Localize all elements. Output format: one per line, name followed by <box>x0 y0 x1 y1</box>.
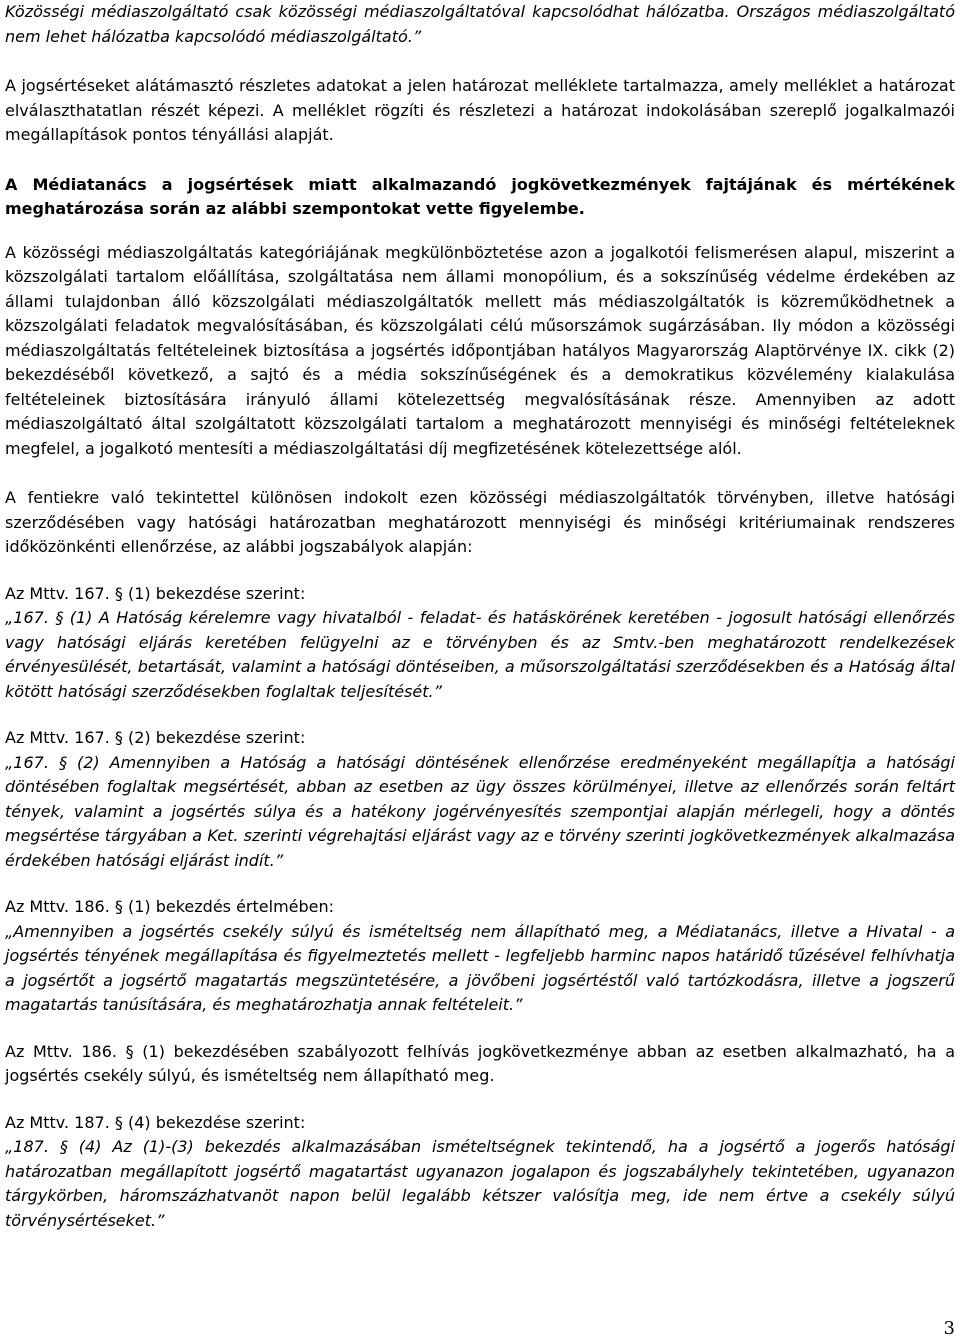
intro-quote-paragraph: Közösségi médiaszolgáltató csak közösségi médiaszolgáltatóval kapcsolódhat hálózatba. Országos médiaszolgáltató nem lehet hálózatba kapcsolódó médiaszolgáltató.” <box>5 2 955 46</box>
annex-paragraph: A jogsértéseket alátámasztó részletes adatokat a jelen határozat melléklete tartalmazza, amely melléklet a határozat elválaszthatatlan részét képezi. A melléklet rögzíti és részletezi a határozat indokolásában szereplő jogalkalmazói megállapítások pontos tényállási alapját. <box>5 76 955 144</box>
document-page <box>5 0 955 1233</box>
reference-167-2: Az Mttv. 167. § (2) bekezdése szerint: <box>5 728 306 747</box>
quote-186-1: „Amennyiben a jogsértés csekély súlyú és ismételtség nem állapítható meg, a Médiatanács, illetve a Hivatal - a jogsértés tényének megállapítása és figyelmeztetés mellett - legfeljebb harminc napos határidő tűzésével felhívhatja a jogsértőt a jogsértő magatartás megszüntetésére, a jövőbeni jogsértéstől való tartózkodásra, illetve a jogszerű magatartás tanúsítására, és meghatározhatja annak feltételeit.” <box>5 921 955 1014</box>
quote-167-2: „167. § (2) Amennyiben a Hatóság a hatósági döntésének ellenőrzése eredményeként megállapítja a hatósági döntésében foglaltak megsértését, abban az esetben az ügy összes körülményei, illetve az ellenőrzés során feltárt tények, valamint a jogsértés súlya és a hatékony jogérvényesítés szempontjai alapján mérlegeli, hogy a döntés megsértése tárgyában a Ket. szerinti végrehajtási eljárást vagy az e törvény szerinti jogkövetkezmények alkalmazása érdekében hatósági eljárást indít.” <box>5 752 955 870</box>
reference-167-1: Az Mttv. 167. § (1) bekezdése szerint: <box>5 583 306 603</box>
community-media-paragraph: A közösségi médiaszolgáltatás kategóriájának megkülönböztetése azon a jogalkotói felismerésen alapul, miszerint a közszolgálati tartalom előállítása, szolgáltatása nem állami monopólium, és a sokszínűség védelme érdekében az állami tulajdonban álló közszolgálati médiaszolgáltatók mellett más médiaszolgáltatók is közreműködhetnek a közszolgálati feladatok megvalósításában, és közszolgálati célú műsorszámok sugárzásában. Ily módon a közösségi médiaszolgáltatás feltételeinek biztosítása a jogsértés időpontjában hatályos Magyarország Alaptörvénye IX. cikk (2) bekezdéséből következő, a sajtó és a média sokszínűségének és a demokratikus közvélemény kialakulása feltételeinek biztosítására irányuló állami kötelezettség megvalósításának része. Amennyiben az adott médiaszolgáltató által szolgáltatott közszolgálati tartalom a meghatározott mennyiségi és minőségi feltételeknek megfelel, a jogalkotó mentesíti a médiaszolgáltatási díj megfizetésének kötelezettsége alól. <box>5 242 955 458</box>
page-number: 3 <box>943 1318 955 1339</box>
reference-186-1: Az Mttv. 186. § (1) bekezdés értelmében: <box>5 897 335 916</box>
control-paragraph: A fentiekre való tekintettel különösen indokolt ezen közösségi médiaszolgáltatók törvényben, illetve hatósági szerződésében vagy hatósági határozatban meghatározott mennyiségi és minőségi kritériumainak rendszeres időközönkénti ellenőrzése, az alábbi jogszabályok alapján: <box>5 488 955 556</box>
quote-187-4: „187. § (4) Az (1)-(3) bekezdés alkalmazásában ismételtségnek tekintendő, ha a jogsértő a jogerős hatósági határozatban megállapított jogsértő magatartást ugyanazon jogalapon és jogszabályhely tekintetében, ugyanazon tárgykörben, háromszázhatvanöt napon belül legalább kétszer valósítja meg, ide nem értve a csekély súlyú törvénysértéseket.” <box>5 1137 955 1230</box>
sanctions-heading-paragraph: A Médiatanács a jogsértések miatt alkalmazandó jogkövetkezmények fajtájának és mértékének meghatározása során az alábbi szempontokat vette figyelembe. <box>5 174 955 218</box>
reference-187-4: Az Mttv. 187. § (4) bekezdése szerint: <box>5 1112 306 1132</box>
quote-167-1: „167. § (1) A Hatóság kérelemre vagy hivatalból - feladat- és hatáskörének keretében - jogosult hatósági ellenőrzés vagy hatósági eljárás keretében felügyelni az e törvényben és az Smtv.-ben meghatározott rendelkezések érvényesülését, betartását, valamint a hatósági döntéseiben, a műsorszolgáltatási szerződésekben és a Hatóság által kötött hatósági szerződésekben foglaltak teljesítését.” <box>5 608 955 701</box>
paragraph-186-applied: Az Mttv. 186. § (1) bekezdésében szabályozott felhívás jogkövetkezménye abban az esetben alkalmazható, ha a jogsértés csekély súlyú, és ismételtség nem állapítható meg. <box>5 1041 955 1085</box>
